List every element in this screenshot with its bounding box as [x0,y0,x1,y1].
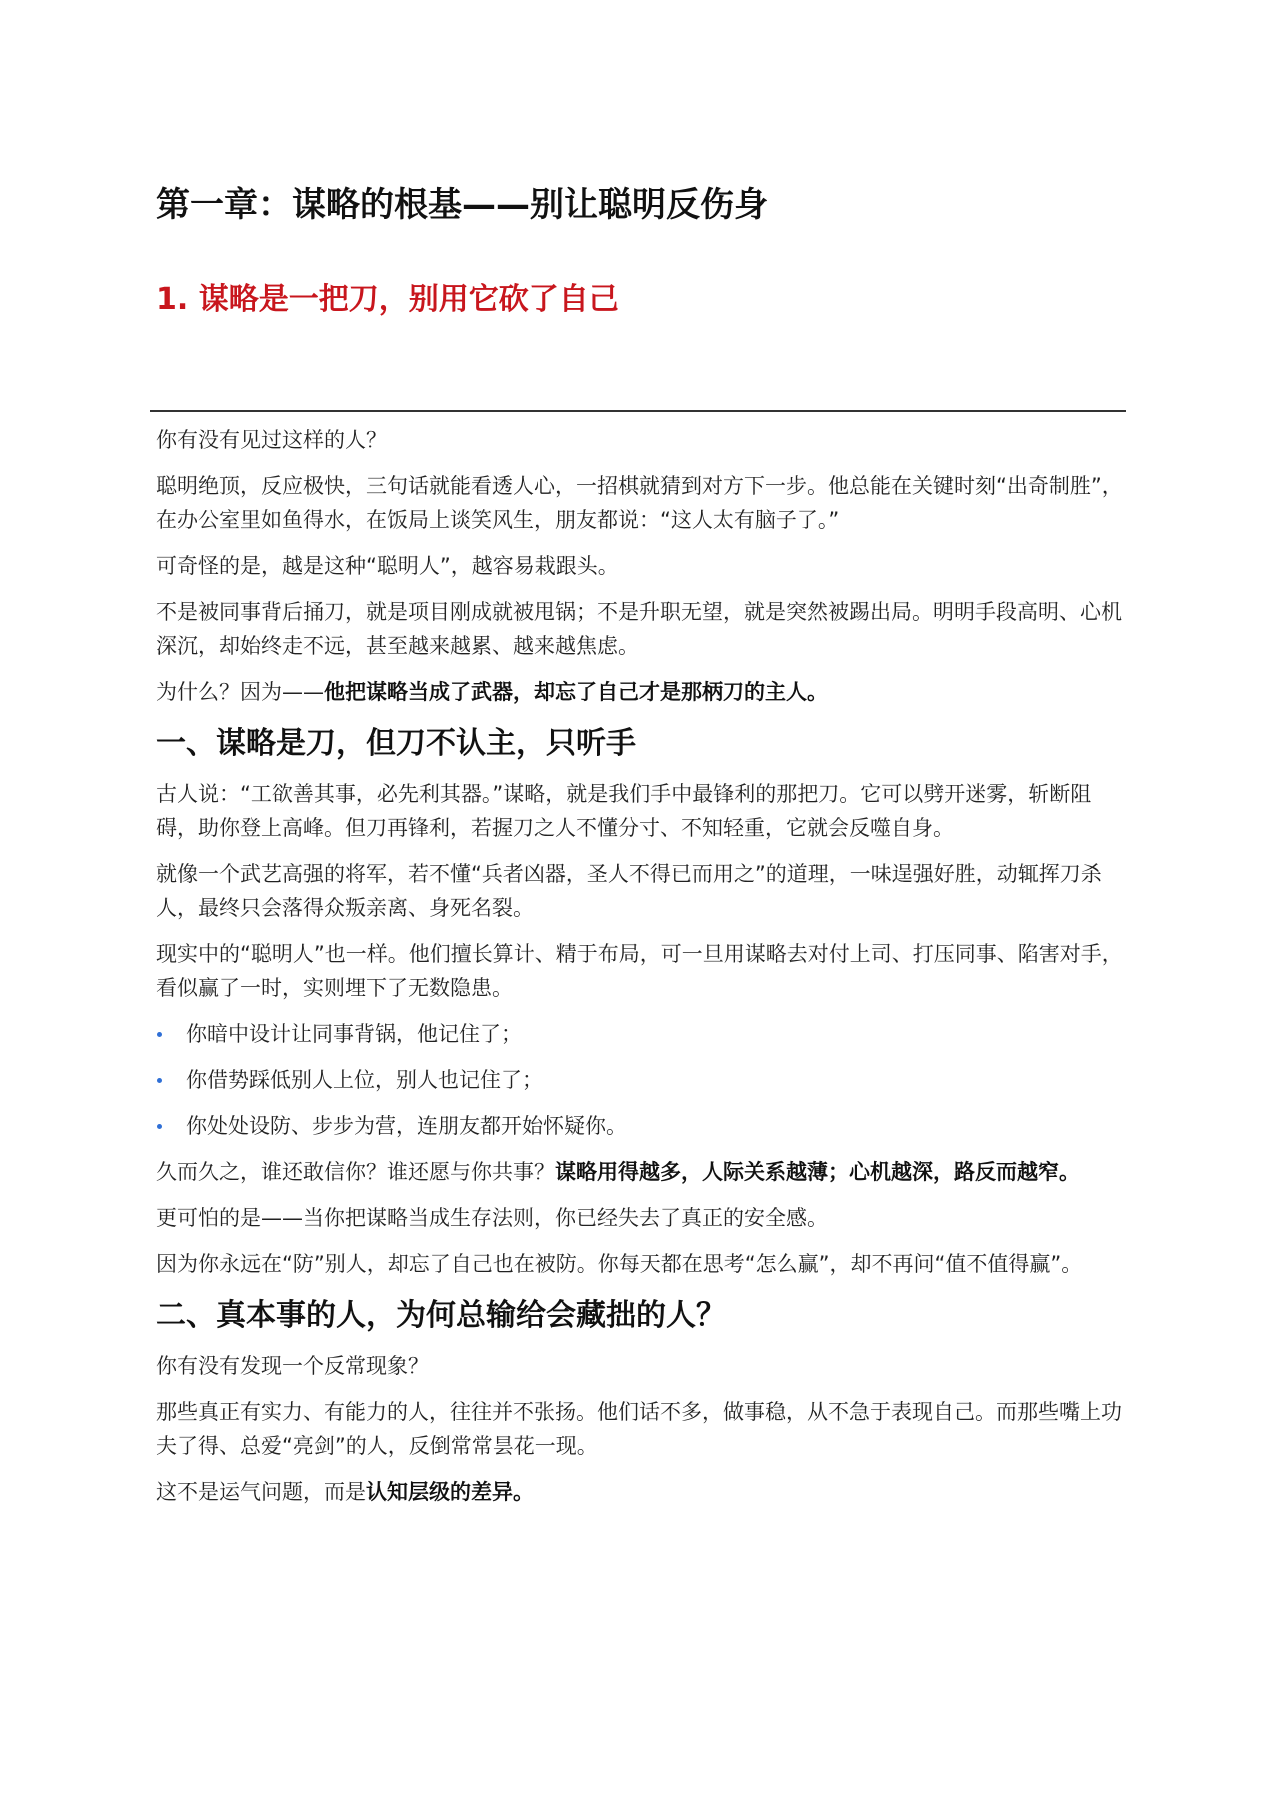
heading-part-one: 一、谋略是刀，但刀不认主，只听手 [156,726,636,761]
paragraph-capable-people: 那些真正有实力、有能力的人，往往并不张扬。他们话不多，做事稳，从不急于表现自己。而那些嘴上功夫了得、总爱“亮剑”的人，反倒常常昙花一现。 [156,1400,1122,1458]
list-item-text: 你暗中设计让同事背锅，他记住了； [186,1022,522,1046]
article-body [156,423,1126,1521]
list-item [156,1109,1126,1143]
bullet-dot-icon [157,1032,162,1037]
paragraph-general: 就像一个武艺高强的将军，若不懂“兵者凶器，圣人不得已而用之”的道理，一味逞强好胜，动辄挥刀杀人，最终只会落得众叛亲离、身死名裂。 [156,862,1102,920]
paragraph-why [156,675,1126,709]
paragraph-cognition-lead: 这不是运气问题，而是 [156,1480,366,1504]
paragraph-trust-lead: 久而久之，谁还敢信你？谁还愿与你共事？ [156,1160,555,1184]
paragraph-why-emphasis: 他把谋略当成了武器，却忘了自己才是那柄刀的主人。 [324,680,828,704]
section-divider [150,410,1126,412]
paragraph-cognition-emphasis: 认知层级的差异。 [366,1480,534,1504]
list-item-text: 你借势踩低别人上位，别人也记住了； [186,1068,543,1092]
bullet-dot-icon [157,1124,162,1129]
list-item [156,1063,1126,1097]
paragraph-intro-question: 你有没有见过这样的人？ [156,428,387,452]
paragraph-clever-person: 聪明绝顶，反应极快，三句话就能看透人心，一招棋就猜到对方下一步。他总能在关键时刻“出奇制胜”，在办公室里如鱼得水，在饭局上谈笑风生，朋友都说：“这人太有脑子了。” [156,474,1123,532]
paragraph-setbacks: 不是被同事背后捅刀，就是项目刚成就被甩锅；不是升职无望，就是突然被踢出局。明明手段高明、心机深沉，却始终走不远，甚至越来越累、越来越焦虑。 [156,600,1122,658]
paragraph-cognition [156,1475,1126,1509]
list-item [156,1017,1126,1051]
chapter-title: 第一章：谋略的根基——别让聪明反伤身 [156,185,768,225]
bullet-list [156,1017,1126,1143]
paragraph-trust [156,1155,1126,1189]
paragraph-why-lead: 为什么？因为—— [156,680,324,704]
paragraph-reality: 现实中的“聪明人”也一样。他们擅长算计、精于布局，可一旦用谋略去对付上司、打压同事、陷害对手，看似赢了一时，实则埋下了无数隐患。 [156,942,1123,1000]
bullet-dot-icon [157,1078,162,1083]
paragraph-defense: 因为你永远在“防”别人，却忘了自己也在被防。你每天都在思考“怎么赢”，却不再问“值不值得赢”。 [156,1252,1083,1276]
paragraph-ancient-saying: 古人说：“工欲善其事，必先利其器。”谋略，就是我们手中最锋利的那把刀。它可以劈开迷雾，斩断阻碍，助你登上高峰。但刀再锋利，若握刀之人不懂分寸、不知轻重，它就会反噬自身。 [156,782,1092,840]
paragraph-strange: 可奇怪的是，越是这种“聪明人”，越容易栽跟头。 [156,554,619,578]
section-title: 1. 谋略是一把刀，别用它砍了自己 [156,282,619,317]
paragraph-trust-emphasis: 谋略用得越多，人际关系越薄；心机越深，路反而越窄。 [555,1160,1080,1184]
paragraph-scarier: 更可怕的是——当你把谋略当成生存法则，你已经失去了真正的安全感。 [156,1206,828,1230]
document-page [156,180,1126,1504]
list-item-text: 你处处设防、步步为营，连朋友都开始怀疑你。 [186,1114,627,1138]
paragraph-anomaly: 你有没有发现一个反常现象？ [156,1354,429,1378]
heading-part-two: 二、真本事的人，为何总输给会藏拙的人？ [156,1298,726,1333]
